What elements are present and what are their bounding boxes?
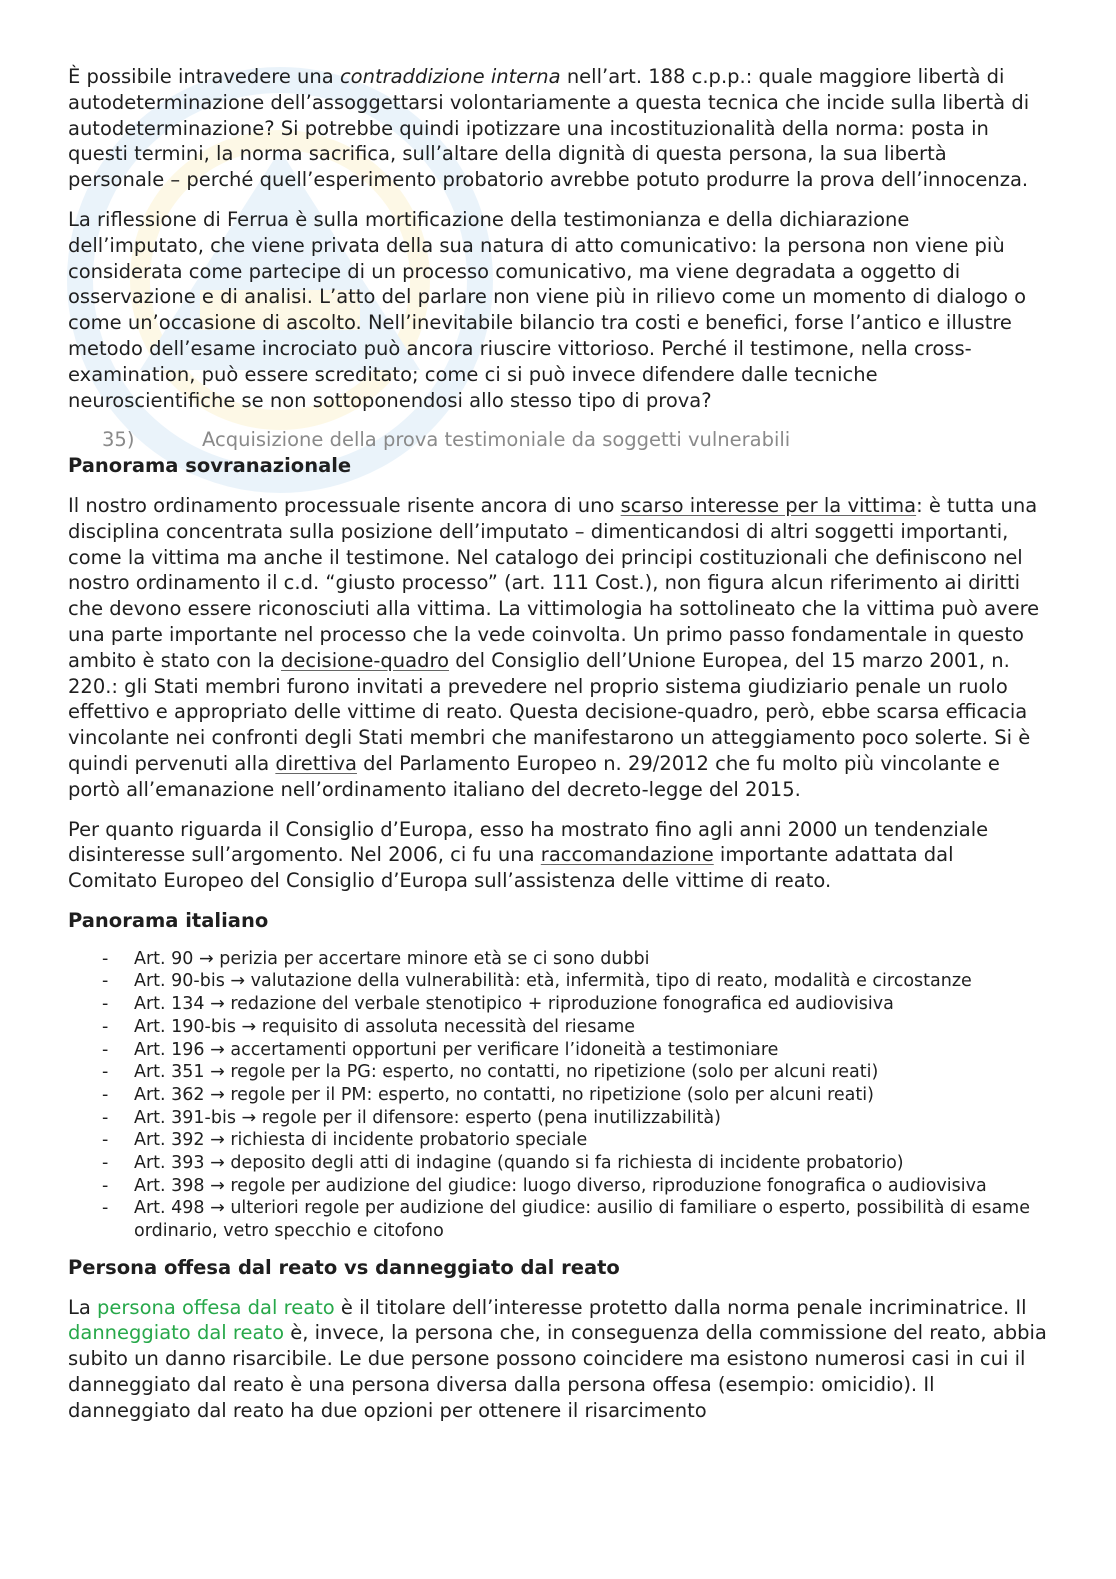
underline-decisione-quadro: decisione-quadro <box>281 648 450 672</box>
list-item: - Art. 362 → regole per il PM: esperto, no contatti, no ripetizione (solo per alcuni reati) <box>68 1084 1048 1107</box>
section-heading-35 <box>68 427 1048 453</box>
underline-raccomandazione: raccomandazione <box>540 843 714 867</box>
paragraph-ferrua: La riflessione di Ferrua è sulla mortificazione della testimonianza e della dichiarazione dell’imputato, che viene privata della sua natura di atto comunicativo: la persona non viene più considerata come partecipe di un processo comunicativo, ma viene degradata a oggetto di osservazione e di analisi. L’atto del parlare non viene più in rilievo come un momento di dialogo o come un’occasione di ascolto. Nell’inevitabile bilancio tra costi e benefici, forse l’antico e illustre metodo dell’esame incrociato può ancora riuscire vittorioso. Perché il testimone, nella cross-examination, può essere screditato; come ci si può invece difendere dalle tecniche neuroscientifiche se non sottoponendosi allo stesso tipo di prova? <box>68 207 1027 412</box>
paragraph-contraddizione: È possibile intravedere una contraddizione interna nell’art. 188 c.p.p.: quale maggiore libertà di autodeterminazione dell’assoggettarsi volontariamente a questa tecnica che incide sulla libertà di autodeterminazione? Si potrebbe quindi ipotizzare una incostituzionalità della norma: posta in questi termini, la norma sacrifica, sull’altare della dignità di questa persona, la sua libertà personale – perché quell’esperimento probatorio avrebbe potuto produrre la prova dell’innocenza. <box>68 65 1030 192</box>
term-danneggiato: danneggiato dal reato <box>68 1321 284 1345</box>
paragraph-consiglio-europa: Per quanto riguarda il Consiglio d’Europa, esso ha mostrato fino agli anni 2000 un tendenziale disinteresse sull’argomento. Nel 2006, ci fu una raccomandazione importante adattata dal Comitato Europeo del Consiglio d’Europa sull’assistenza delle vittime di reato. <box>68 817 989 893</box>
section-title: Acquisizione della prova testimoniale da soggetti vulnerabili <box>202 428 791 452</box>
list-item: - Art. 190-bis → requisito di assoluta necessità del riesame <box>68 1016 1048 1039</box>
list-item: - Art. 90-bis → valutazione della vulnerabilità: età, infermità, tipo di reato, modalità e circostanze <box>68 970 1048 993</box>
list-item: - Art. 498 → ulteriori regole per audizione del giudice: ausilio di familiare o esperto, possibilità di esame ordinario, vetro specchio e citofono <box>68 1197 1048 1242</box>
articles-list <box>68 948 1048 1243</box>
heading-panorama-sovranazionale: Panorama sovranazionale <box>68 454 352 478</box>
list-item: - Art. 196 → accertamenti opportuni per verificare l’idoneità a testimoniare <box>68 1039 1048 1062</box>
list-item: - Art. 134 → redazione del verbale stenotipico + riproduzione fonografica ed audiovisiva <box>68 993 1048 1016</box>
list-item: - Art. 393 → deposito degli atti di indagine (quando si fa richiesta di incidente probatorio) <box>68 1152 1048 1175</box>
underline-direttiva: direttiva <box>275 751 357 775</box>
list-item: - Art. 398 → regole per audizione del giudice: luogo diverso, riproduzione fonografica o audiovisiva <box>68 1175 1048 1198</box>
section-number: 35) <box>102 428 135 452</box>
list-item: - Art. 90 → perizia per accertare minore età se ci sono dubbi <box>68 948 1048 971</box>
heading-persona-offesa: Persona offesa dal reato vs danneggiato dal reato <box>68 1255 620 1279</box>
paragraph-persona-offesa: La persona offesa dal reato è il titolare dell’interesse protetto dalla norma penale incriminatrice. Il danneggiato dal reato è, invece, la persona che, in conseguenza della commissione del reato, abbia subito un danno risarcibile. Le due persone possono coincidere ma esistono numerosi casi in cui il danneggiato dal reato è una persona diversa dalla persona offesa (esempio: omicidio). Il danneggiato dal reato ha due opzioni per ottenere il risarcimento <box>68 1295 1047 1422</box>
underline-scarso-interesse: scarso interesse per la vittima <box>620 493 917 517</box>
list-item: - Art. 392 → richiesta di incidente probatorio speciale <box>68 1129 1048 1152</box>
emphasis-contraddizione: contraddizione interna <box>339 65 561 88</box>
document-page <box>68 64 1048 1438</box>
heading-panorama-italiano: Panorama italiano <box>68 908 269 932</box>
list-item: - Art. 351 → regole per la PG: esperto, no contatti, no ripetizione (solo per alcuni reati) <box>68 1061 1048 1084</box>
term-persona-offesa: persona offesa dal reato <box>97 1295 335 1319</box>
paragraph-sovranazionale: Il nostro ordinamento processuale risente ancora di uno scarso interesse per la vittima: è tutta una disciplina concentrata sulla posizione dell’imputato – dimenticandosi di altri soggetti importanti, come la vittima ma anche il testimone. Nel catalogo dei principi costituzionali che definiscono nel nostro ordinamento il c.d. “giusto processo” (art. 111 Cost.), non figura alcun riferimento ai diritti che devono essere riconosciuti alla vittima. La vittimologia ha sottolineato che la vittima può avere una parte importante nel processo che la vede coinvolta. Un primo passo fondamentale in questo ambito è stato con la decisione-quadro del Consiglio dell’Unione Europea, del 15 marzo 2001, n. 220.: gli Stati membri furono invitati a prevedere nel proprio sistema giudiziario penale un ruolo effettivo e appropriato delle vittime di reato. Questa decisione-quadro, però, ebbe scarsa efficacia vincolante nei confronti degli Stati membri che manifestarono un atteggiamento poco solerte. Si è quindi pervenuti alla direttiva del Parlamento Europeo n. 29/2012 che fu molto più vincolante e portò all’emanazione nell’ordinamento italiano del decreto-legge del 2015. <box>68 493 1040 801</box>
list-item: - Art. 391-bis → regole per il difensore: esperto (pena inutilizzabilità) <box>68 1107 1048 1130</box>
